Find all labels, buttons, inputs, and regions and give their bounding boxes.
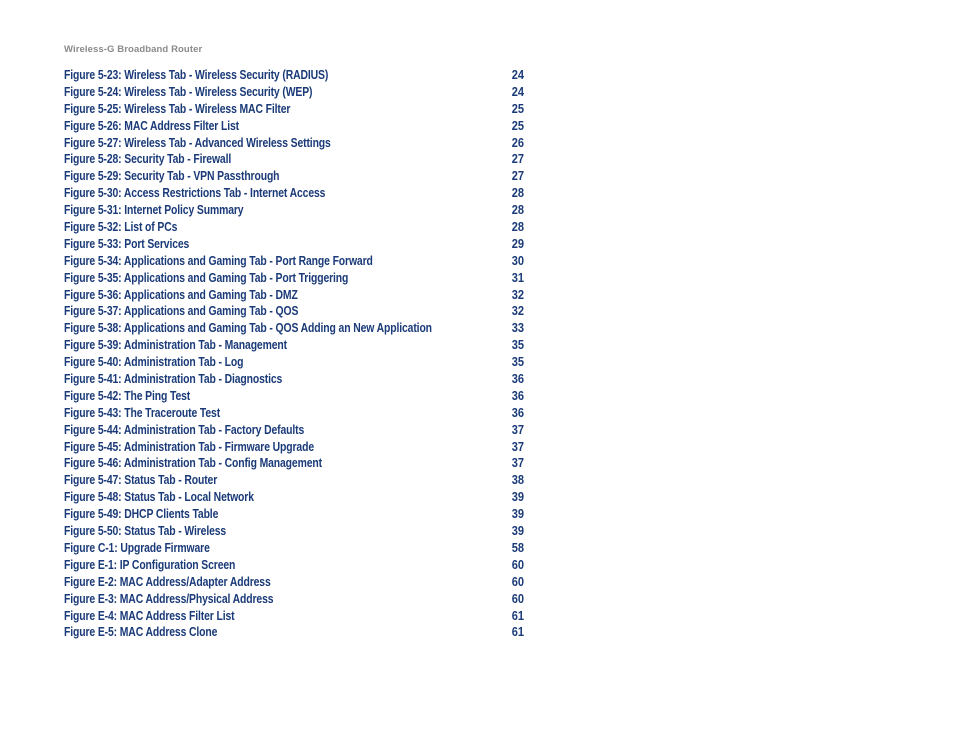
toc-entry[interactable] — [64, 405, 524, 422]
toc-entry-page: 26 — [511, 134, 524, 150]
toc-entry-page: 32 — [511, 286, 524, 302]
toc-entry-page: 29 — [511, 235, 524, 251]
toc-entry[interactable] — [64, 388, 524, 405]
list-of-figures — [64, 67, 524, 641]
toc-entry-page: 60 — [511, 573, 524, 589]
toc-entry-title: Figure 5-26: MAC Address Filter List — [64, 117, 240, 133]
toc-entry-title: Figure 5-23: Wireless Tab - Wireless Security (RADIUS) — [64, 67, 329, 82]
toc-entry-page: 32 — [511, 303, 524, 319]
toc-entry[interactable] — [64, 422, 524, 439]
toc-entry-page: 28 — [511, 219, 524, 235]
toc-entry-title: Figure 5-37: Applications and Gaming Tab - QOS — [64, 303, 299, 319]
toc-entry-title: Figure 5-49: DHCP Clients Table — [64, 506, 219, 522]
toc-entry-title: Figure 5-39: Administration Tab - Management — [64, 337, 287, 353]
toc-entry-title: Figure 5-45: Administration Tab - Firmware Upgrade — [64, 438, 314, 454]
toc-entry[interactable] — [64, 84, 524, 101]
toc-entry-title: Figure 5-47: Status Tab - Router — [64, 472, 218, 488]
toc-entry[interactable] — [64, 236, 524, 253]
toc-entry-page: 61 — [511, 607, 524, 623]
toc-entry[interactable] — [64, 608, 524, 625]
toc-entry-title: Figure 5-46: Administration Tab - Config Management — [64, 455, 322, 471]
toc-entry-title: Figure E-5: MAC Address Clone — [64, 624, 218, 640]
toc-entry-title: Figure 5-27: Wireless Tab - Advanced Wireless Settings — [64, 134, 331, 150]
toc-entry[interactable] — [64, 472, 524, 489]
toc-entry-page: 60 — [511, 556, 524, 572]
toc-entry[interactable] — [64, 574, 524, 591]
toc-entry-page: 36 — [511, 404, 524, 420]
toc-entry-title: Figure E-1: IP Configuration Screen — [64, 556, 236, 572]
toc-entry-title: Figure 5-30: Access Restrictions Tab - Internet Access — [64, 185, 326, 201]
toc-entry-page: 24 — [511, 67, 524, 82]
toc-entry-title: Figure E-4: MAC Address Filter List — [64, 607, 235, 623]
toc-entry-page: 39 — [511, 523, 524, 539]
toc-entry-title: Figure 5-31: Internet Policy Summary — [64, 202, 244, 218]
toc-entry-title: Figure 5-35: Applications and Gaming Tab - Port Triggering — [64, 269, 349, 285]
toc-entry[interactable] — [64, 202, 524, 219]
toc-entry[interactable] — [64, 101, 524, 118]
toc-entry[interactable] — [64, 506, 524, 523]
toc-entry[interactable] — [64, 591, 524, 608]
toc-entry[interactable] — [64, 540, 524, 557]
toc-entry-page: 38 — [511, 472, 524, 488]
toc-entry-page: 28 — [511, 185, 524, 201]
toc-entry-page: 33 — [511, 320, 524, 336]
toc-entry-page: 36 — [511, 371, 524, 387]
toc-entry-title: Figure 5-24: Wireless Tab - Wireless Security (WEP) — [64, 83, 313, 99]
toc-entry[interactable] — [64, 270, 524, 287]
toc-entry[interactable] — [64, 253, 524, 270]
toc-entry-page: 37 — [511, 438, 524, 454]
toc-entry[interactable] — [64, 303, 524, 320]
toc-entry-page: 37 — [511, 455, 524, 471]
toc-entry-page: 27 — [511, 168, 524, 184]
toc-entry[interactable] — [64, 118, 524, 135]
toc-entry-title: Figure 5-36: Applications and Gaming Tab - DMZ — [64, 286, 298, 302]
toc-entry-page: 30 — [511, 252, 524, 268]
toc-entry-title: Figure 5-32: List of PCs — [64, 219, 178, 235]
toc-entry[interactable] — [64, 185, 524, 202]
toc-entry[interactable] — [64, 354, 524, 371]
toc-entry-title: Figure 5-44: Administration Tab - Factory Defaults — [64, 421, 305, 437]
toc-entry-title: Figure 5-41: Administration Tab - Diagnostics — [64, 371, 283, 387]
toc-entry-title: Figure E-2: MAC Address/Adapter Address — [64, 573, 271, 589]
toc-entry-page: 24 — [511, 83, 524, 99]
toc-entry[interactable] — [64, 557, 524, 574]
toc-entry-page: 31 — [511, 269, 524, 285]
running-header: Wireless-G Broadband Router — [64, 44, 203, 55]
toc-entry-page: 36 — [511, 387, 524, 403]
toc-entry[interactable] — [64, 489, 524, 506]
toc-entry[interactable] — [64, 219, 524, 236]
toc-entry-title: Figure 5-34: Applications and Gaming Tab - Port Range Forward — [64, 252, 373, 268]
toc-entry[interactable] — [64, 320, 524, 337]
toc-entry-page: 25 — [511, 100, 524, 116]
toc-entry[interactable] — [64, 455, 524, 472]
toc-entry-page: 37 — [511, 421, 524, 437]
toc-entry-title: Figure 5-43: The Traceroute Test — [64, 404, 221, 420]
toc-entry[interactable] — [64, 151, 524, 168]
toc-entry[interactable] — [64, 371, 524, 388]
toc-entry[interactable] — [64, 523, 524, 540]
toc-entry-page: 25 — [511, 117, 524, 133]
toc-entry-page: 35 — [511, 354, 524, 370]
toc-entry-page: 28 — [511, 202, 524, 218]
toc-entry-title: Figure 5-25: Wireless Tab - Wireless MAC Filter — [64, 100, 291, 116]
toc-entry-page: 60 — [511, 590, 524, 606]
toc-entry[interactable] — [64, 337, 524, 354]
toc-entry-title: Figure 5-33: Port Services — [64, 235, 190, 251]
toc-entry[interactable] — [64, 439, 524, 456]
toc-entry-title: Figure 5-38: Applications and Gaming Tab - QOS Adding an New Application — [64, 320, 432, 336]
toc-entry-title: Figure 5-29: Security Tab - VPN Passthrough — [64, 168, 280, 184]
toc-entry[interactable] — [64, 168, 524, 185]
toc-entry[interactable] — [64, 135, 524, 152]
toc-entry[interactable] — [64, 287, 524, 304]
toc-entry-title: Figure 5-42: The Ping Test — [64, 387, 191, 403]
toc-entry[interactable] — [64, 67, 524, 84]
toc-entry-page: 61 — [511, 624, 524, 640]
toc-entry-title: Figure 5-28: Security Tab - Firewall — [64, 151, 232, 167]
toc-entry-title: Figure C-1: Upgrade Firmware — [64, 539, 210, 555]
toc-entry-title: Figure 5-48: Status Tab - Local Network — [64, 489, 254, 505]
toc-entry-title: Figure E-3: MAC Address/Physical Address — [64, 590, 274, 606]
toc-entry-page: 35 — [511, 337, 524, 353]
toc-entry-page: 27 — [511, 151, 524, 167]
toc-entry-title: Figure 5-40: Administration Tab - Log — [64, 354, 244, 370]
toc-entry-page: 58 — [511, 539, 524, 555]
toc-entry-page: 39 — [511, 506, 524, 522]
toc-entry[interactable] — [64, 624, 524, 641]
toc-entry-page: 39 — [511, 489, 524, 505]
toc-entry-title: Figure 5-50: Status Tab - Wireless — [64, 523, 227, 539]
